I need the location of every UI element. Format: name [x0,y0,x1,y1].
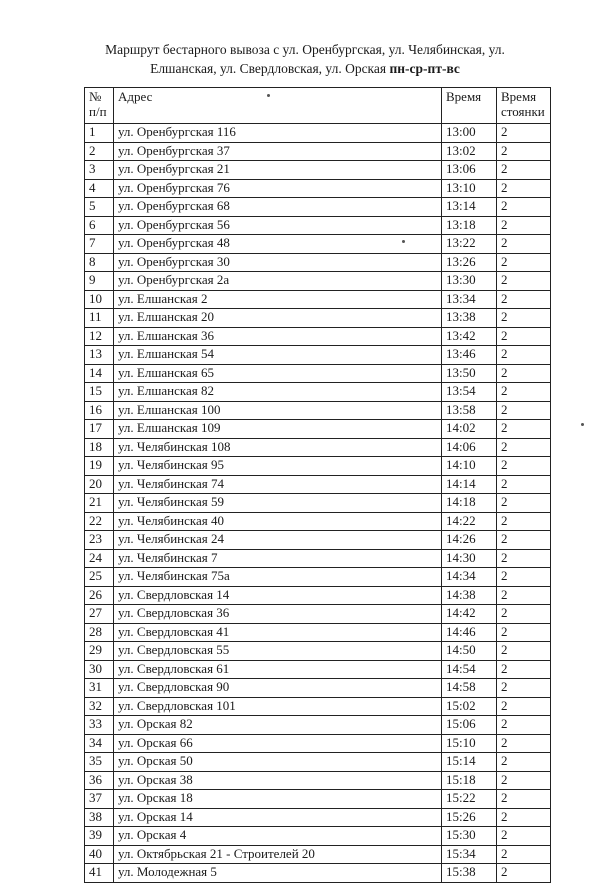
row-time: 14:50 [442,642,497,661]
table-row [85,272,551,291]
row-time: 13:00 [442,124,497,143]
row-stop-time: 2 [497,623,551,642]
row-address: ул. Челябинская 75а [114,568,442,587]
table-row [85,235,551,254]
row-time: 14:26 [442,531,497,550]
row-time: 14:02 [442,420,497,439]
row-stop-time: 2 [497,790,551,809]
table-row [85,864,551,883]
row-address: ул. Челябинская 7 [114,549,442,568]
row-address: ул. Свердловская 90 [114,679,442,698]
table-row [85,142,551,161]
row-address: ул. Октябрьская 21 - Строителей 20 [114,845,442,864]
row-number: 1 [85,124,114,143]
row-number: 17 [85,420,114,439]
row-number: 34 [85,734,114,753]
row-address: ул. Елшанская 20 [114,309,442,328]
row-stop-time: 2 [497,845,551,864]
row-stop-time: 2 [497,660,551,679]
row-number: 6 [85,216,114,235]
row-number: 10 [85,290,114,309]
row-time: 14:42 [442,605,497,624]
row-address: ул. Челябинская 59 [114,494,442,513]
table-row [85,346,551,365]
row-address: ул. Орская 14 [114,808,442,827]
table-row [85,179,551,198]
table-row [85,660,551,679]
row-number: 2 [85,142,114,161]
row-address: ул. Елшанская 36 [114,327,442,346]
row-address: ул. Оренбургская 2а [114,272,442,291]
row-stop-time: 2 [497,327,551,346]
table-row [85,457,551,476]
row-stop-time: 2 [497,808,551,827]
title-line-2-text: Елшанская, ул. Свердловская, ул. Орская [150,61,387,76]
row-number: 37 [85,790,114,809]
row-stop-time: 2 [497,124,551,143]
row-time: 13:38 [442,309,497,328]
table-row [85,586,551,605]
row-stop-time: 2 [497,512,551,531]
row-time: 13:18 [442,216,497,235]
row-time: 15:26 [442,808,497,827]
row-stop-time: 2 [497,235,551,254]
row-time: 15:38 [442,864,497,883]
row-stop-time: 2 [497,272,551,291]
row-number: 18 [85,438,114,457]
row-number: 35 [85,753,114,772]
row-number: 16 [85,401,114,420]
row-time: 13:02 [442,142,497,161]
row-time: 13:54 [442,383,497,402]
row-time: 13:30 [442,272,497,291]
row-stop-time: 2 [497,457,551,476]
table-row [85,216,551,235]
row-stop-time: 2 [497,679,551,698]
table-row [85,790,551,809]
row-number: 3 [85,161,114,180]
row-address: ул. Свердловская 61 [114,660,442,679]
table-row [85,808,551,827]
row-time: 14:18 [442,494,497,513]
row-stop-time: 2 [497,364,551,383]
row-address: ул. Орская 66 [114,734,442,753]
row-time: 13:42 [442,327,497,346]
row-stop-time: 2 [497,827,551,846]
row-time: 14:58 [442,679,497,698]
row-stop-time: 2 [497,142,551,161]
row-address: ул. Орская 4 [114,827,442,846]
row-address: ул. Оренбургская 21 [114,161,442,180]
table-row [85,327,551,346]
row-number: 28 [85,623,114,642]
row-stop-time: 2 [497,586,551,605]
row-stop-time: 2 [497,568,551,587]
row-address: ул. Оренбургская 76 [114,179,442,198]
table-row [85,438,551,457]
row-time: 14:46 [442,623,497,642]
row-number: 40 [85,845,114,864]
row-address: ул. Орская 50 [114,753,442,772]
row-address: ул. Елшанская 100 [114,401,442,420]
row-time: 14:38 [442,586,497,605]
row-stop-time: 2 [497,179,551,198]
table-row [85,290,551,309]
row-time: 13:22 [442,235,497,254]
row-number: 4 [85,179,114,198]
row-stop-time: 2 [497,198,551,217]
row-time: 15:02 [442,697,497,716]
row-number: 24 [85,549,114,568]
row-address: ул. Оренбургская 48 [114,235,442,254]
route-table [84,87,551,883]
header-number [85,88,114,124]
table-row [85,161,551,180]
row-address: ул. Оренбургская 56 [114,216,442,235]
row-stop-time: 2 [497,716,551,735]
table-row [85,753,551,772]
row-stop-time: 2 [497,697,551,716]
table-row [85,253,551,272]
header-time: Время [442,88,497,124]
row-time: 14:22 [442,512,497,531]
table-row [85,364,551,383]
row-address: ул. Орская 38 [114,771,442,790]
row-time: 15:10 [442,734,497,753]
row-address: ул. Челябинская 108 [114,438,442,457]
row-address: ул. Молодежная 5 [114,864,442,883]
row-number: 29 [85,642,114,661]
row-time: 14:10 [442,457,497,476]
row-time: 13:10 [442,179,497,198]
row-number: 36 [85,771,114,790]
row-address: ул. Оренбургская 30 [114,253,442,272]
row-number: 13 [85,346,114,365]
row-time: 13:14 [442,198,497,217]
header-stop-line2: стоянки [501,104,545,119]
row-address: ул. Оренбургская 116 [114,124,442,143]
row-time: 14:30 [442,549,497,568]
table-row [85,475,551,494]
table-row [85,420,551,439]
table-row [85,198,551,217]
table-row [85,309,551,328]
row-address: ул. Елшанская 2 [114,290,442,309]
row-address: ул. Свердловская 55 [114,642,442,661]
row-address: ул. Елшанская 54 [114,346,442,365]
row-time: 14:06 [442,438,497,457]
row-number: 25 [85,568,114,587]
row-stop-time: 2 [497,864,551,883]
table-row [85,679,551,698]
row-time: 15:14 [442,753,497,772]
row-stop-time: 2 [497,161,551,180]
row-stop-time: 2 [497,216,551,235]
row-number: 23 [85,531,114,550]
row-time: 13:58 [442,401,497,420]
row-address: ул. Орская 18 [114,790,442,809]
row-time: 14:14 [442,475,497,494]
row-stop-time: 2 [497,253,551,272]
row-stop-time: 2 [497,309,551,328]
row-number: 33 [85,716,114,735]
row-time: 15:30 [442,827,497,846]
scan-speck [581,423,584,426]
table-row [85,549,551,568]
row-address: ул. Челябинская 40 [114,512,442,531]
row-address: ул. Оренбургская 37 [114,142,442,161]
table-header-row [85,88,551,124]
row-stop-time: 2 [497,753,551,772]
row-time: 13:06 [442,161,497,180]
title-line-1: Маршрут бестарного вывоза с ул. Оренбургская, ул. Челябинская, ул. [105,42,505,57]
row-time: 15:22 [442,790,497,809]
row-number: 5 [85,198,114,217]
row-number: 26 [85,586,114,605]
row-number: 20 [85,475,114,494]
table-row [85,771,551,790]
row-stop-time: 2 [497,494,551,513]
row-stop-time: 2 [497,401,551,420]
row-address: ул. Свердловская 101 [114,697,442,716]
row-address: ул. Свердловская 14 [114,586,442,605]
row-stop-time: 2 [497,475,551,494]
document-title [40,40,570,78]
row-time: 13:46 [442,346,497,365]
row-stop-time: 2 [497,771,551,790]
table-row [85,697,551,716]
row-number: 12 [85,327,114,346]
table-row [85,512,551,531]
row-number: 38 [85,808,114,827]
row-stop-time: 2 [497,346,551,365]
table-row [85,845,551,864]
row-address: ул. Орская 82 [114,716,442,735]
header-stop-line1: Время [501,89,537,104]
row-address: ул. Свердловская 36 [114,605,442,624]
row-time: 15:18 [442,771,497,790]
row-number: 11 [85,309,114,328]
row-time: 13:26 [442,253,497,272]
row-address: ул. Челябинская 74 [114,475,442,494]
row-number: 15 [85,383,114,402]
row-stop-time: 2 [497,605,551,624]
row-stop-time: 2 [497,438,551,457]
row-stop-time: 2 [497,734,551,753]
row-number: 19 [85,457,114,476]
row-number: 21 [85,494,114,513]
row-address: ул. Елшанская 82 [114,383,442,402]
row-number: 9 [85,272,114,291]
row-number: 31 [85,679,114,698]
row-number: 41 [85,864,114,883]
title-days: пн-ср-пт-вс [389,61,460,76]
row-stop-time: 2 [497,290,551,309]
table-row [85,623,551,642]
row-number: 7 [85,235,114,254]
header-stop-time [497,88,551,124]
row-number: 22 [85,512,114,531]
row-stop-time: 2 [497,549,551,568]
header-address: Адрес [114,88,442,124]
header-number-line2: п/п [89,104,107,119]
row-time: 13:50 [442,364,497,383]
table-row [85,716,551,735]
row-address: ул. Елшанская 109 [114,420,442,439]
table-row [85,605,551,624]
row-time: 15:34 [442,845,497,864]
table-row [85,531,551,550]
row-address: ул. Челябинская 24 [114,531,442,550]
row-number: 27 [85,605,114,624]
row-address: ул. Челябинская 95 [114,457,442,476]
table-row [85,642,551,661]
row-number: 32 [85,697,114,716]
row-stop-time: 2 [497,383,551,402]
row-stop-time: 2 [497,531,551,550]
table-row [85,568,551,587]
row-address: ул. Свердловская 41 [114,623,442,642]
row-stop-time: 2 [497,420,551,439]
row-address: ул. Елшанская 65 [114,364,442,383]
row-time: 13:34 [442,290,497,309]
table-row [85,734,551,753]
table-row [85,383,551,402]
row-time: 15:06 [442,716,497,735]
row-number: 30 [85,660,114,679]
row-number: 39 [85,827,114,846]
row-number: 8 [85,253,114,272]
row-address: ул. Оренбургская 68 [114,198,442,217]
table-row [85,124,551,143]
table-row [85,401,551,420]
header-number-line1: № [89,89,102,104]
row-number: 14 [85,364,114,383]
row-stop-time: 2 [497,642,551,661]
row-time: 14:54 [442,660,497,679]
table-row [85,494,551,513]
row-time: 14:34 [442,568,497,587]
table-row [85,827,551,846]
title-line-2 [40,59,570,78]
